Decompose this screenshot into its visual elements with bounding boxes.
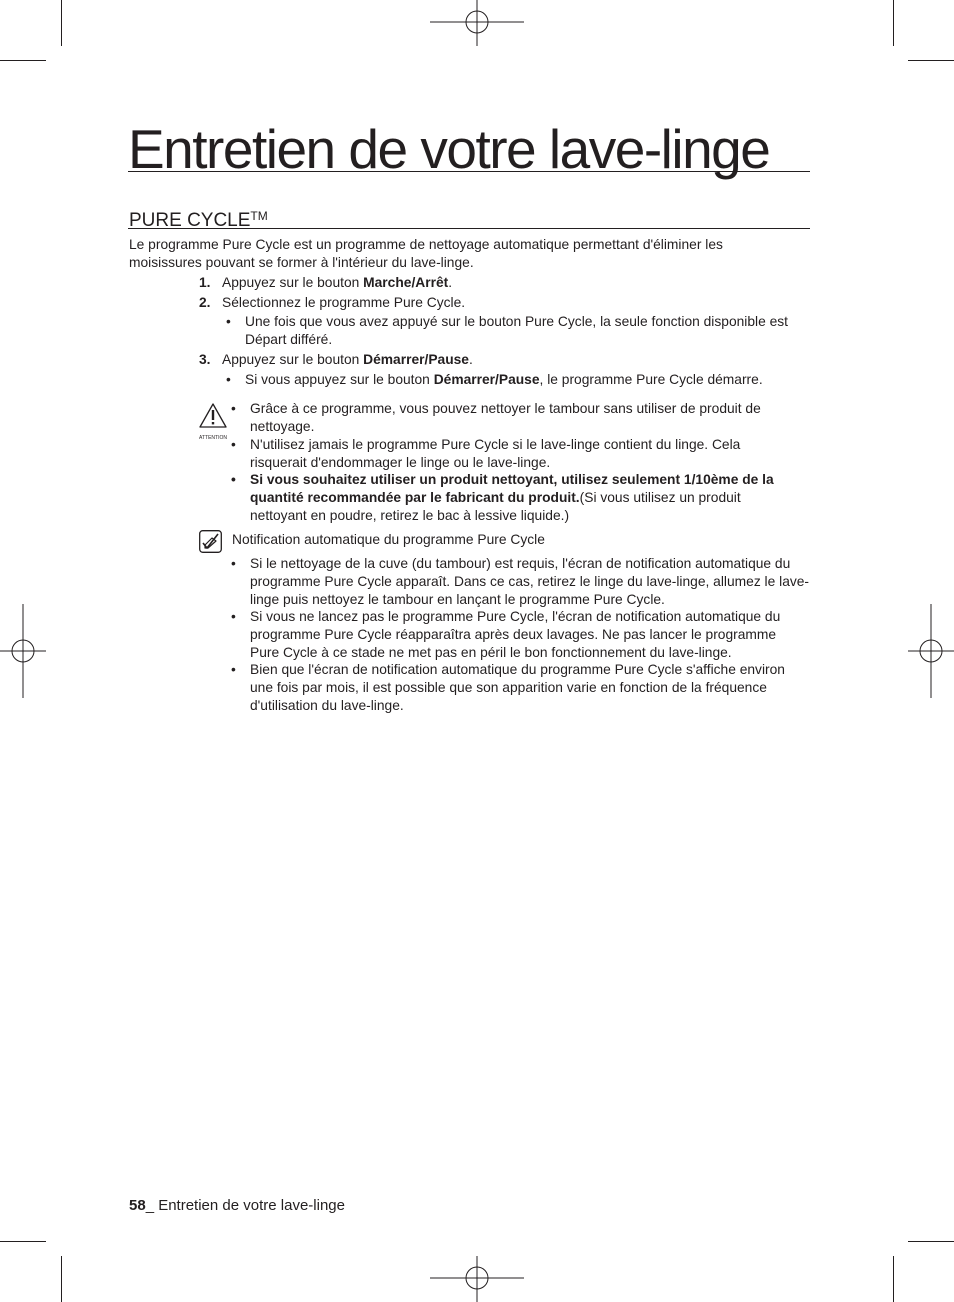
crop-mark <box>908 1241 954 1242</box>
caution-item: Grâce à ce programme, vous pouvez nettoyer le tambour sans utiliser de produit de nettoyage. <box>250 401 761 434</box>
registration-mark-top <box>430 0 524 46</box>
crop-mark <box>0 1241 46 1242</box>
chapter-title-text: Entretien de votre lave-linge <box>128 118 770 180</box>
bullet: • <box>231 662 236 677</box>
note-item: Si vous ne lancez pas le programme Pure Cycle, l'écran de notification automatique du programme Pure Cycle réapparaîtra après deux lavages. Ne pas lancer le programme Pure Cycle à ce stade ne met pas en péril le bon fonctionnement du lave-linge. <box>250 609 781 660</box>
caution-icon-label: ATTENTION <box>199 435 227 441</box>
bullet: • <box>226 314 231 329</box>
bullet: • <box>231 437 236 452</box>
crop-mark <box>893 1256 894 1302</box>
intro-paragraph: Le programme Pure Cycle est un programme de nettoyage automatique permettant d'éliminer les moisissures pouvant se former à l'intérieur du lave-linge. <box>129 237 723 270</box>
note-item: Bien que l'écran de notification automatique du programme Pure Cycle s'affiche environ une fois par mois, il est possible que son apparition varie en fonction de la fréquence d'utilisation du lave-linge. <box>250 662 785 713</box>
step-2-text: Sélectionnez le programme Pure Cycle. <box>222 295 466 310</box>
bullet: • <box>231 401 236 416</box>
chapter-title <box>128 117 810 180</box>
step-3-text: Appuyez sur le bouton Démarrer/Pause. <box>222 352 473 367</box>
registration-mark-left <box>0 604 46 698</box>
registration-mark-bottom <box>430 1256 524 1302</box>
note-icon <box>199 530 222 553</box>
step-number: 2. <box>199 295 211 310</box>
page-number: 58 <box>129 1197 146 1214</box>
note-title: Notification automatique du programme Pure Cycle <box>232 532 545 547</box>
step-2-subitem: Une fois que vous avez appuyé sur le bouton Pure Cycle, la seule fonction disponible est Départ différé. <box>245 314 789 347</box>
crop-mark <box>0 60 46 61</box>
bullet: • <box>226 372 231 387</box>
crop-mark <box>61 0 62 46</box>
caution-item: N'utilisez jamais le programme Pure Cycle si le lave-linge contient du linge. Cela risquerait d'endommager le linge ou le lave-linge. <box>250 437 741 470</box>
note-item: Si le nettoyage de la cuve (du tambour) est requis, l'écran de notification automatique du programme Pure Cycle apparaît. Dans ce cas, retirez le linge du lave-linge, allumez le lave-linge puis nettoyez le tambour en lançant le programme Pure Cycle. <box>250 556 810 607</box>
bullet: • <box>231 556 236 571</box>
bullet: • <box>231 609 236 624</box>
footer-chapter: Entretien de votre lave-linge <box>158 1197 345 1214</box>
section-title-text: PURE CYCLE <box>129 210 251 231</box>
button-name: Démarrer/Pause <box>433 372 540 387</box>
step-1-text: Appuyez sur le bouton Marche/Arrêt. <box>222 275 453 290</box>
button-name: Marche/Arrêt <box>363 275 449 290</box>
trademark-mark: TM <box>250 209 268 223</box>
registration-mark-right <box>908 604 954 698</box>
footer-separator: _ <box>145 1197 159 1214</box>
warning-triangle-icon <box>198 402 228 430</box>
crop-mark <box>61 1256 62 1302</box>
section-heading <box>128 200 810 229</box>
crop-mark <box>893 0 894 46</box>
caution-item: Si vous souhaitez utiliser un produit nettoyant, utilisez seulement 1/10ème de la quantité recommandée par le fabricant du produit.(Si vous utilisez un produit nettoyant en poudre, retirez le bac à lessive liquide.) <box>250 472 774 523</box>
caution-icon <box>198 402 228 440</box>
button-name: Démarrer/Pause <box>363 352 469 367</box>
step-number: 3. <box>199 352 211 367</box>
page-footer <box>129 1197 345 1215</box>
section-title <box>129 205 268 232</box>
crop-mark <box>908 60 954 61</box>
bullet: • <box>231 472 236 487</box>
step-number: 1. <box>199 275 211 290</box>
step-3-subitem: Si vous appuyez sur le bouton Démarrer/Pause, le programme Pure Cycle démarre. <box>245 372 763 387</box>
caution-warning-bold: Si vous souhaitez utiliser un produit nettoyant, utilisez seulement 1/10ème de la quantité recommandée par le fabricant du produit. <box>250 472 774 505</box>
